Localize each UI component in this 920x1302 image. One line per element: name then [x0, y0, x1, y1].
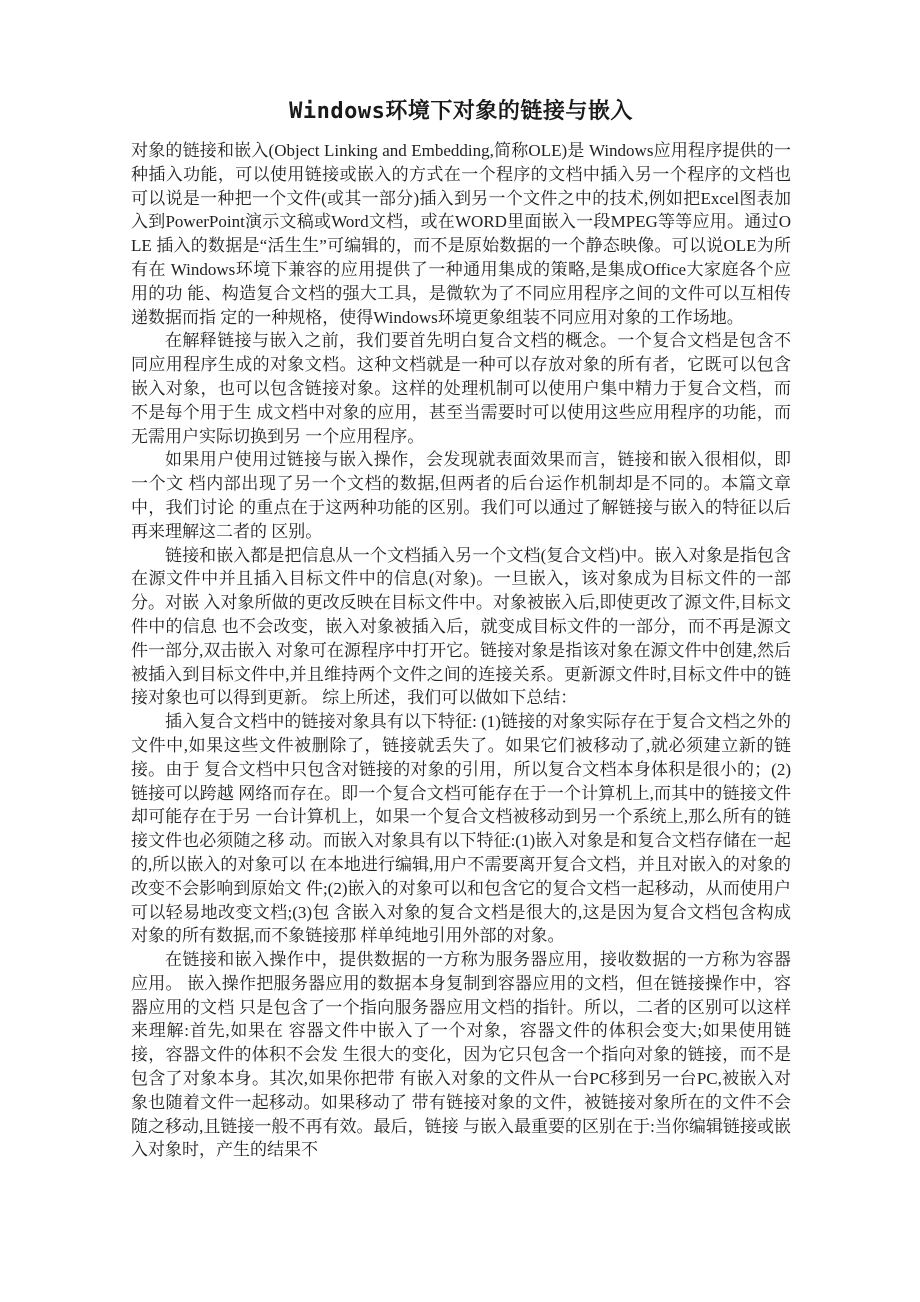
body-paragraph-5: 插入复合文档中的链接对象具有以下特征: (1)链接的对象实际存在于复合文档之外的文件中,如果这些文件被删除了，链接就丢失了。如果它们被移动了,就必须建立新的链接。由于 复合文档中只包含对链接的对象的引用，所以复合文档本身体积是很小的；(2)链接可以跨越 网络而存在。即一个复合文档可能存在于一个计算机上,而其中的链接文件却可能存在于另 一台计算机上，如果一个复合文档被移动到另一个系统上,那么所有的链接文件也必须随之移 动。而嵌入对象具有以下特征:(1)嵌入对象是和复合文档存储在一起的,所以嵌入的对象可以 在本地进行编辑,用户不需要离开复合文档，并且对嵌入的对象的改变不会影响到原始文 件;(2)嵌入的对象可以和包含它的复合文档一起移动，从而使用户可以轻易地改变文档;(3)包 含嵌入对象的复合文档是很大的,这是因为复合文档包含构成对象的所有数据,而不象链接那 样单纯地引用外部的对象。 [131, 712, 791, 946]
body-paragraph-6: 在链接和嵌入操作中，提供数据的一方称为服务器应用，接收数据的一方称为容器应用。 嵌入操作把服务器应用的数据本身复制到容器应用的文档，但在链接操作中，容器应用的文档 只是包含了一个指向服务器应用文档的指针。所以，二者的区别可以这样来理解:首先,如果在 容器文件中嵌入了一个对象，容器文件的体积会变大;如果使用链接，容器文件的体积不会发 生很大的变化，因为它只包含一个指向对象的链接，而不是包含了对象本身。其次,如果你把带 有嵌入对象的文件从一台PC移到另一台PC,被嵌入对象也随着文件一起移动。如果移动了 带有链接对象的文件，被链接对象所在的文件不会随之移动,且链接一般不再有效。最后，链接 与嵌入最重要的区别在于:当你编辑链接或嵌入对象时，产生的结果不 [131, 950, 791, 1160]
body-paragraph-3: 如果用户使用过链接与嵌入操作，会发现就表面效果而言，链接和嵌入很相似，即一个文 档内部出现了另一个文档的数据,但两者的后台运作机制却是不同的。本篇文章中，我们讨论 的重点在于这两种功能的区别。我们可以通过了解链接与嵌入的特征以后再来理解这二者的 区别。 [131, 450, 791, 541]
body-paragraph-4: 链接和嵌入都是把信息从一个文档插入另一个文档(复合文档)中。嵌入对象是指包含在源文件中并且插入目标文件中的信息(对象)。一旦嵌入，该对象成为目标文件的一部分。对嵌 入对象所做的更改反映在目标文件中。对象被嵌入后,即使更改了源文件,目标文件中的信息 也不会改变，嵌入对象被插入后，就变成目标文件的一部分，而不再是源文件一部分,双击嵌入 对象可在源程序中打开它。链接对象是指该对象在源文件中创建,然后被插入到目标文件中,并且维持两个文件之间的连接关系。更新源文件时,目标文件中的链接对象也可以得到更新。 综上所述，我们可以做如下总结： [131, 545, 791, 708]
body-paragraph-1: 对象的链接和嵌入(Object Linking and Embedding,简称OLE)是 Windows应用程序提供的一 种插入功能，可以使用链接或嵌入的方式在一个程序的文档中插入另一个程序的文档也可以说是一种把一个文件(或其一部分)插入到另一个文件之中的技术,例如把Excel图表加入到PowerPoint演示文稿或Word文档，或在WORD里面嵌入一段MPEG等等应用。通过OLE 插入的数据是“活生生”可编辑的，而不是原始数据的一个静态映像。可以说OLE为所有在 Windows环境下兼容的应用提供了一种通用集成的策略,是集成Office大家庭各个应用的功 能、构造复合文档的强大工具，是微软为了不同应用程序之间的文件可以互相传递数据而指 定的一种规格，使得Windows环境更象组装不同应用对象的工作场地。 [131, 141, 791, 327]
document-title: Windows环境下对象的链接与嵌入 [289, 99, 633, 124]
document-body [131, 139, 791, 1162]
body-paragraph-2: 在解释链接与嵌入之前，我们要首先明白复合文档的概念。一个复合文档是包含不同应用程序生成的对象文档。这种文档就是一种可以存放对象的所有者，它既可以包含嵌入对象，也可以包含链接对象。这样的处理机制可以使用户集中精力于复合文档，而不是每个用于生 成文档中对象的应用，甚至当需要时可以使用这些应用程序的功能，而无需用户实际切换到另 一个应用程序。 [131, 331, 791, 446]
